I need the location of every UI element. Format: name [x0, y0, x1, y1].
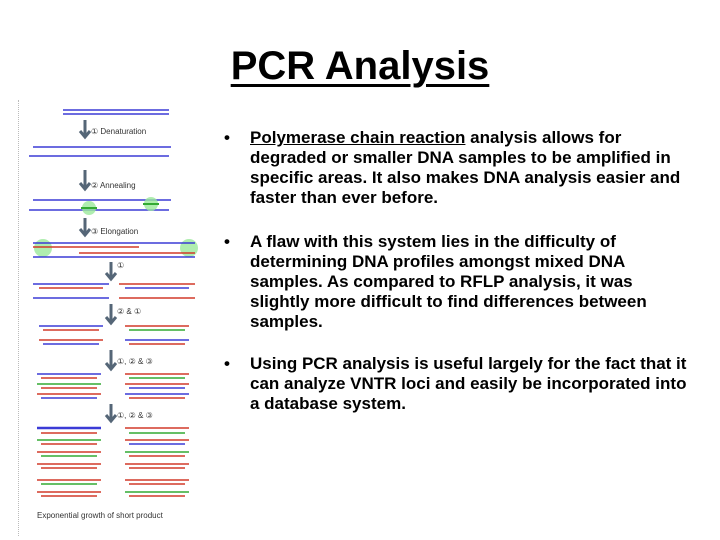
step-denaturation: ① Denaturation	[91, 127, 147, 136]
bullet-item	[224, 232, 694, 332]
cycle-label-3: ①, ② & ③	[117, 357, 153, 366]
bullet-marker: •	[224, 354, 230, 373]
bullet-text: Using PCR analysis is useful largely for the fact that it can analyze VNTR loci and easily be incorporated into a database system.	[250, 354, 687, 413]
bullet-marker: •	[224, 232, 230, 251]
step-elongation: ③ Elongation	[91, 227, 139, 236]
bullet-list	[224, 128, 694, 438]
pcr-term: Polymerase chain reaction	[250, 128, 466, 147]
bullet-marker: •	[224, 128, 230, 147]
bullet-item	[224, 354, 694, 414]
cycle-label-4: ①, ② & ③	[117, 411, 153, 420]
diagram-caption: Exponential growth of short product	[37, 511, 163, 520]
step-annealing: ② Annealing	[91, 181, 136, 190]
pcr-diagram-graphic	[19, 100, 209, 536]
pcr-diagram	[18, 100, 209, 536]
cycle-label-2: ② & ①	[117, 307, 142, 316]
cycle-label-1: ①	[117, 261, 125, 270]
bullet-text: A flaw with this system lies in the difficulty of determining DNA profiles amongst mixed DNA samples. As compared to RFLP analysis, it was slightly more difficult to find differences between samples.	[250, 232, 647, 331]
bullet-item	[224, 128, 694, 208]
slide-title: PCR Analysis	[230, 44, 490, 88]
bullet-text: analysis allows for degraded or smaller DNA samples to be amplified in specific areas. It also makes DNA analysis easier and faster than ever before.	[250, 128, 681, 207]
